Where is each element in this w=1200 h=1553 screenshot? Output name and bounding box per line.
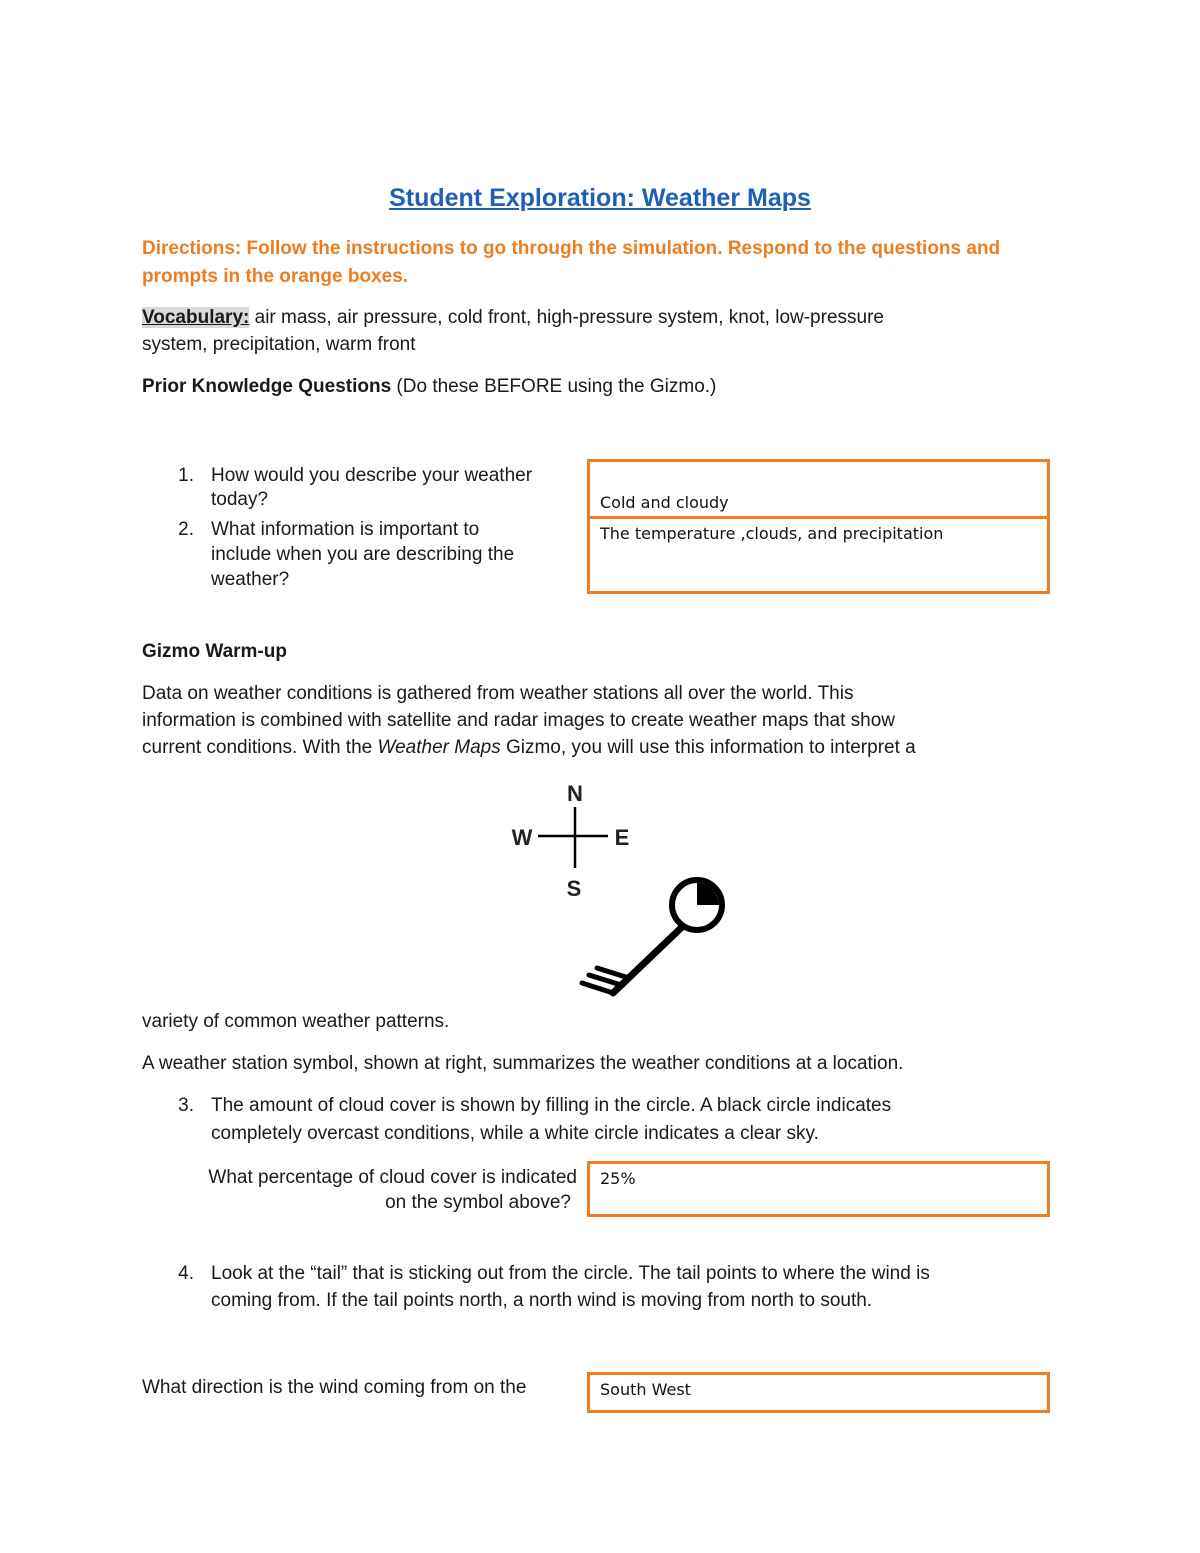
answer-box-question-2[interactable] — [587, 516, 1050, 594]
question-4-prompt-line-1: What direction is the wind coming from on the — [142, 1377, 527, 1398]
warmup-line-2: information is combined with satellite and radar images to create weather maps that show — [142, 710, 895, 731]
warmup-line-3-end: Gizmo, you will use this information to interpret a — [500, 737, 916, 758]
answer-box-question-4[interactable] — [587, 1372, 1050, 1413]
question-1-line-1: How would you describe your weather — [211, 465, 533, 486]
prior-knowledge-heading — [142, 373, 716, 400]
prior-knowledge-note: (Do these BEFORE using the Gizmo.) — [391, 376, 717, 397]
answer-question-4: South West — [600, 1380, 691, 1399]
compass-east-label: E — [614, 825, 630, 850]
question-3-number: 3. — [178, 1095, 194, 1116]
station-symbol-intro: A weather station symbol, shown at right, summarizes the weather conditions at a location. — [142, 1053, 904, 1074]
page-title: Student Exploration: Weather Maps — [389, 184, 811, 212]
gizmo-name: Weather Maps — [377, 737, 501, 758]
station-model-icon — [582, 880, 722, 993]
question-2-line-1: What information is important to — [211, 519, 480, 540]
question-4-line-2: coming from. If the tail points north, a north wind is moving from north to south. — [211, 1290, 873, 1311]
warmup-heading: Gizmo Warm-up — [142, 641, 287, 662]
vocabulary-line-2: system, precipitation, warm front — [142, 334, 416, 355]
question-1-line-2: today? — [211, 489, 269, 510]
answer-question-1: Cold and cloudy — [600, 493, 729, 512]
compass-north-label: N — [567, 781, 583, 806]
warmup-line-1: Data on weather conditions is gathered from weather stations all over the world. This — [142, 683, 854, 704]
question-2-line-2: include when you are describing the — [211, 544, 515, 565]
vocabulary-line-1 — [142, 304, 884, 331]
question-2-number: 2. — [178, 519, 194, 540]
question-3-line-2: completely overcast conditions, while a white circle indicates a clear sky. — [211, 1123, 819, 1144]
warmup-line-4: variety of common weather patterns. — [142, 1011, 450, 1032]
wind-shaft — [613, 927, 682, 993]
answer-box-question-1[interactable] — [587, 459, 1050, 519]
answer-box-question-3[interactable] — [587, 1161, 1050, 1217]
question-3-prompt-line-2: on the symbol above? — [385, 1192, 571, 1213]
warmup-line-3-start: current conditions. With the — [142, 737, 378, 758]
compass-rose-icon — [512, 781, 630, 901]
directions-text: Directions: Follow the instructions to go through the simulation. Respond to the questions and prompts in the orange boxes. — [142, 238, 1001, 287]
question-4-line-1: Look at the “tail” that is sticking out from the circle. The tail points to where the wind is — [211, 1263, 930, 1284]
vocabulary-terms: air mass, air pressure, cold front, high-pressure system, knot, low-pressure — [249, 307, 884, 328]
question-3-prompt-line-1: What percentage of cloud cover is indicated — [208, 1167, 577, 1188]
question-1-number: 1. — [178, 465, 194, 486]
warmup-line-3 — [142, 734, 916, 761]
prior-knowledge-title: Prior Knowledge Questions — [142, 376, 392, 397]
compass-south-label: S — [566, 876, 582, 901]
question-3-line-1: The amount of cloud cover is shown by filling in the circle. A black circle indicates — [211, 1095, 892, 1116]
answer-question-2: The temperature ,clouds, and precipitation — [600, 524, 944, 543]
weather-station-figure — [500, 775, 740, 1010]
compass-west-label: W — [511, 825, 533, 850]
question-2-line-3: weather? — [211, 569, 290, 590]
vocabulary-label: Vocabulary: — [142, 307, 250, 328]
question-4-number: 4. — [178, 1263, 194, 1284]
answer-question-3: 25% — [600, 1169, 636, 1188]
